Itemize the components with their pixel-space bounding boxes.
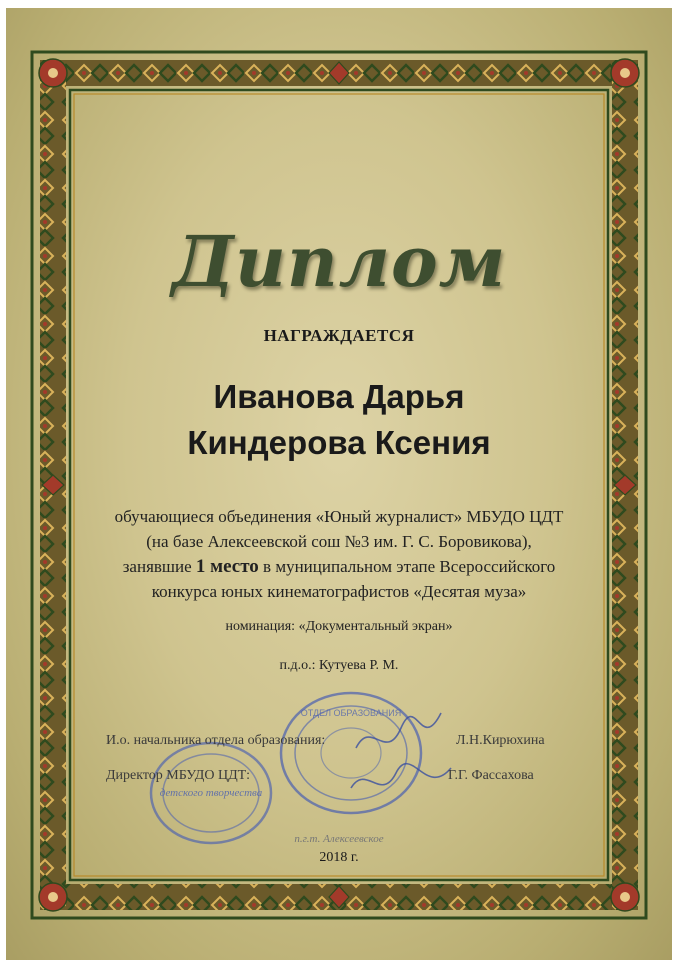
body-line-placement [66, 554, 612, 579]
recipient-names [6, 374, 672, 466]
body-line: (на базе Алексеевской сош №3 им. Г. С. Боровикова), [146, 532, 532, 551]
right-stamp-text: ОТДЕЛ ОБРАЗОВАНИЯ [300, 708, 402, 718]
recipient-name: Иванова Дарья [213, 378, 465, 415]
nomination: номинация: «Документальный экран» [225, 619, 453, 634]
left-stamp-text: детского творчества [159, 787, 263, 799]
body-suffix: в муниципальном этапе Всероссийского [263, 557, 556, 576]
diploma-page [6, 8, 672, 960]
left-stamp [146, 738, 276, 848]
signatory-name: Г.Г. Фассахова [448, 768, 534, 783]
diploma-title: Диплом [171, 220, 507, 303]
teacher: п.д.о.: Кутуева Р. М. [279, 658, 399, 673]
signatory-position: Директор МБУДО ЦДТ: [106, 768, 251, 783]
body-prefix: занявшие [122, 557, 192, 576]
awarded-label: НАГРАЖДАЕТСЯ [263, 326, 415, 345]
year: 2018 г. [319, 850, 359, 865]
body-line: обучающиеся объединения «Юный журналист» МБУДО ЦДТ [114, 507, 564, 526]
signature-scribble [346, 708, 456, 808]
signatory-position: И.о. начальника отдела образования: [106, 733, 326, 748]
signatory-name: Л.Н.Кирюхина [456, 733, 545, 748]
town: п.г.т. Алексеевское [294, 833, 384, 845]
diploma-body [66, 504, 612, 604]
place-value: 1 место [195, 556, 259, 577]
body-line: конкурса юных кинематографистов «Десятая муза» [151, 582, 527, 601]
recipient-name: Киндерова Ксения [187, 424, 491, 461]
